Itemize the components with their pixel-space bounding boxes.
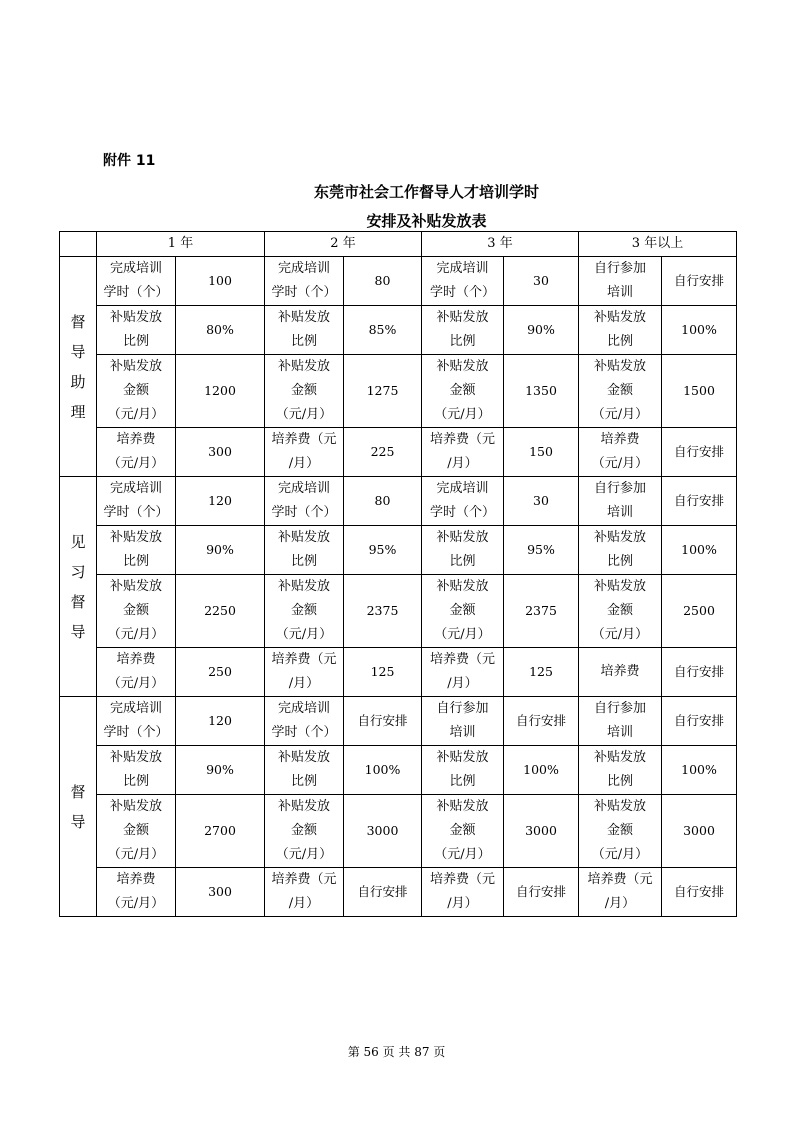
item-value-cell: 120 xyxy=(176,477,265,526)
item-value-cell: 2500 xyxy=(662,575,737,648)
item-value-cell: 120 xyxy=(176,697,265,746)
header-year-3plus: 3 年以上 xyxy=(579,232,737,257)
item-value-cell: 3000 xyxy=(504,795,579,868)
item-label-cell: 培养费（元 /月） xyxy=(579,868,662,917)
table-body xyxy=(60,257,737,917)
group-supervisor-label: 督 导 xyxy=(60,697,97,917)
item-label-cell: 补贴发放 比例 xyxy=(422,306,504,355)
item-label-cell: 培养费（元 /月） xyxy=(422,428,504,477)
item-value-cell: 自行安排 xyxy=(504,868,579,917)
item-label-cell: 补贴发放 比例 xyxy=(579,306,662,355)
item-label-cell: 补贴发放 比例 xyxy=(97,526,176,575)
table-row xyxy=(60,868,737,917)
header-year-3: 3 年 xyxy=(422,232,579,257)
header-corner xyxy=(60,232,97,257)
item-value-cell: 125 xyxy=(344,648,422,697)
item-label-cell: 补贴发放 比例 xyxy=(422,526,504,575)
group-trainee-supervisor-label: 见 习 督 导 xyxy=(60,477,97,697)
header-year-2: 2 年 xyxy=(265,232,422,257)
document-title: 东莞市社会工作督导人才培训学时 xyxy=(313,183,539,201)
item-label-cell: 补贴发放 金额 （元/月） xyxy=(579,355,662,428)
item-value-cell: 100% xyxy=(662,526,737,575)
table-row xyxy=(60,526,737,575)
item-label-cell: 完成培训 学时（个） xyxy=(265,477,344,526)
item-label-cell: 培养费（元 /月） xyxy=(422,648,504,697)
table-row xyxy=(60,428,737,477)
item-value-cell: 95% xyxy=(504,526,579,575)
document-subtitle: 安排及补贴发放表 xyxy=(366,212,487,230)
header-year-1: 1 年 xyxy=(97,232,265,257)
table-row xyxy=(60,795,737,868)
item-value-cell: 2700 xyxy=(176,795,265,868)
item-value-cell: 1500 xyxy=(662,355,737,428)
item-value-cell: 80 xyxy=(344,257,422,306)
group-assistant-supervisor-label: 督 导 助 理 xyxy=(60,257,97,477)
item-value-cell: 自行安排 xyxy=(662,697,737,746)
item-label-cell: 补贴发放 比例 xyxy=(265,306,344,355)
table-row xyxy=(60,648,737,697)
table-row xyxy=(60,477,737,526)
attachment-label: 附件 11 xyxy=(103,153,156,169)
item-label-cell: 补贴发放 比例 xyxy=(97,306,176,355)
item-value-cell: 自行安排 xyxy=(662,257,737,306)
table-row xyxy=(60,355,737,428)
item-value-cell: 3000 xyxy=(344,795,422,868)
item-label-cell: 补贴发放 金额 （元/月） xyxy=(265,575,344,648)
item-value-cell: 90% xyxy=(176,526,265,575)
table-row xyxy=(60,697,737,746)
item-label-cell: 完成培训 学时（个） xyxy=(422,257,504,306)
item-label-cell: 自行参加 培训 xyxy=(579,697,662,746)
item-value-cell: 100 xyxy=(176,257,265,306)
item-value-cell: 100% xyxy=(662,746,737,795)
item-value-cell: 90% xyxy=(504,306,579,355)
table-row xyxy=(60,746,737,795)
item-value-cell: 300 xyxy=(176,428,265,477)
item-value-cell: 80% xyxy=(176,306,265,355)
item-value-cell: 300 xyxy=(176,868,265,917)
item-label-cell: 培养费 （元/月） xyxy=(97,868,176,917)
item-value-cell: 30 xyxy=(504,257,579,306)
table-row xyxy=(60,257,737,306)
item-value-cell: 225 xyxy=(344,428,422,477)
item-value-cell: 80 xyxy=(344,477,422,526)
item-value-cell: 3000 xyxy=(662,795,737,868)
item-value-cell: 125 xyxy=(504,648,579,697)
table-row xyxy=(60,575,737,648)
item-label-cell: 补贴发放 金额 （元/月） xyxy=(97,355,176,428)
training-subsidy-table xyxy=(59,231,737,917)
item-value-cell: 2375 xyxy=(504,575,579,648)
item-value-cell: 100% xyxy=(662,306,737,355)
item-label-cell: 培养费（元 /月） xyxy=(265,648,344,697)
item-value-cell: 自行安排 xyxy=(344,697,422,746)
item-value-cell: 2375 xyxy=(344,575,422,648)
item-label-cell: 培养费 （元/月） xyxy=(97,648,176,697)
item-label-cell: 培养费 xyxy=(579,648,662,697)
item-label-cell: 补贴发放 金额 （元/月） xyxy=(579,575,662,648)
item-label-cell: 补贴发放 比例 xyxy=(422,746,504,795)
item-label-cell: 完成培训 学时（个） xyxy=(97,477,176,526)
item-label-cell: 完成培训 学时（个） xyxy=(97,257,176,306)
item-label-cell: 补贴发放 比例 xyxy=(579,526,662,575)
item-value-cell: 自行安排 xyxy=(504,697,579,746)
item-label-cell: 自行参加 培训 xyxy=(422,697,504,746)
item-label-cell: 补贴发放 金额 （元/月） xyxy=(579,795,662,868)
item-label-cell: 完成培训 学时（个） xyxy=(97,697,176,746)
item-value-cell: 自行安排 xyxy=(662,868,737,917)
item-label-cell: 补贴发放 比例 xyxy=(97,746,176,795)
header-row xyxy=(60,232,737,257)
item-label-cell: 补贴发放 金额 （元/月） xyxy=(422,795,504,868)
item-label-cell: 培养费（元 /月） xyxy=(422,868,504,917)
item-label-cell: 自行参加 培训 xyxy=(579,477,662,526)
item-label-cell: 完成培训 学时（个） xyxy=(265,257,344,306)
item-value-cell: 250 xyxy=(176,648,265,697)
item-label-cell: 补贴发放 金额 （元/月） xyxy=(265,355,344,428)
item-value-cell: 2250 xyxy=(176,575,265,648)
page-footer: 第 56 页 共 87 页 xyxy=(347,1045,446,1059)
item-value-cell: 1275 xyxy=(344,355,422,428)
item-value-cell: 30 xyxy=(504,477,579,526)
item-label-cell: 培养费 （元/月） xyxy=(579,428,662,477)
item-value-cell: 150 xyxy=(504,428,579,477)
item-value-cell: 90% xyxy=(176,746,265,795)
item-label-cell: 自行参加 培训 xyxy=(579,257,662,306)
item-label-cell: 补贴发放 金额 （元/月） xyxy=(97,795,176,868)
item-value-cell: 自行安排 xyxy=(662,648,737,697)
item-label-cell: 完成培训 学时（个） xyxy=(265,697,344,746)
item-value-cell: 100% xyxy=(504,746,579,795)
table-row xyxy=(60,306,737,355)
item-value-cell: 自行安排 xyxy=(344,868,422,917)
item-value-cell: 95% xyxy=(344,526,422,575)
item-label-cell: 培养费（元 /月） xyxy=(265,428,344,477)
item-label-cell: 培养费（元 /月） xyxy=(265,868,344,917)
item-label-cell: 补贴发放 比例 xyxy=(265,526,344,575)
item-value-cell: 100% xyxy=(344,746,422,795)
item-value-cell: 85% xyxy=(344,306,422,355)
item-label-cell: 补贴发放 比例 xyxy=(579,746,662,795)
item-value-cell: 自行安排 xyxy=(662,428,737,477)
item-value-cell: 1200 xyxy=(176,355,265,428)
item-label-cell: 补贴发放 金额 （元/月） xyxy=(422,355,504,428)
item-label-cell: 补贴发放 金额 （元/月） xyxy=(422,575,504,648)
item-value-cell: 1350 xyxy=(504,355,579,428)
item-label-cell: 补贴发放 比例 xyxy=(265,746,344,795)
item-label-cell: 补贴发放 金额 （元/月） xyxy=(97,575,176,648)
item-value-cell: 自行安排 xyxy=(662,477,737,526)
item-label-cell: 补贴发放 金额 （元/月） xyxy=(265,795,344,868)
item-label-cell: 培养费 （元/月） xyxy=(97,428,176,477)
item-label-cell: 完成培训 学时（个） xyxy=(422,477,504,526)
